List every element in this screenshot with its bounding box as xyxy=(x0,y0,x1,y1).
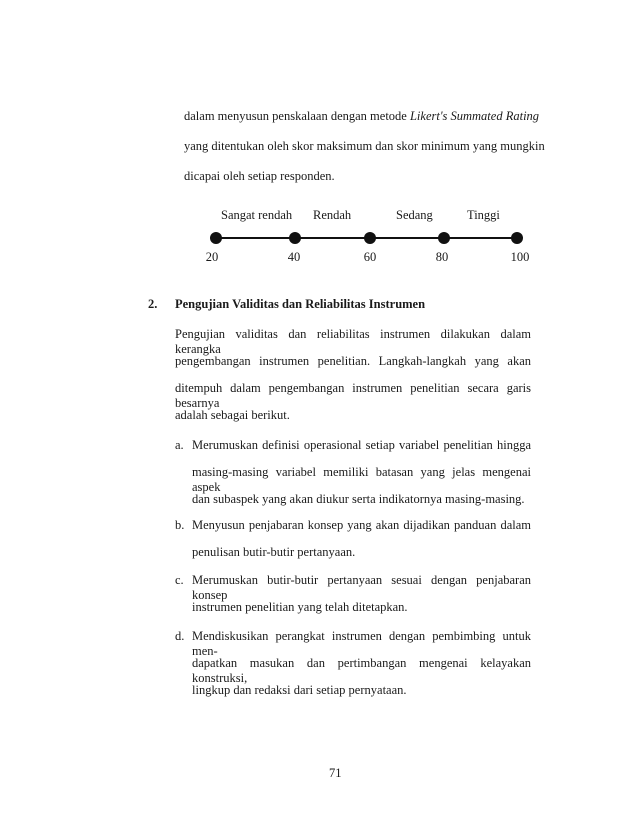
item-c-line-2: instrumen penelitian yang telah ditetapkan. xyxy=(192,600,408,614)
scale-point-60 xyxy=(364,232,376,244)
item-a-line-1: Merumuskan definisi operasional setiap variabel penelitian hingga xyxy=(192,438,531,452)
scale-number-60: 60 xyxy=(363,250,377,264)
item-a-marker: a. xyxy=(175,438,184,452)
scale-number-20: 20 xyxy=(205,250,219,264)
item-c-marker: c. xyxy=(175,573,184,587)
item-b-line-2: penulisan butir-butir pertanyaan. xyxy=(192,545,356,559)
section-title: Pengujian Validitas dan Reliabilitas Instrumen xyxy=(175,297,426,311)
item-d-line-1: Mendiskusikan perangkat instrumen dengan pembimbing untuk men- xyxy=(192,629,531,658)
scale-number-100: 100 xyxy=(510,250,530,264)
likert-term: Likert's Summated Rating xyxy=(409,109,540,123)
para-line-2: pengembangan instrumen penelitian. Langkah-langkah yang akan xyxy=(175,354,531,368)
item-d-line-2: dapatkan masukan dan pertimbangan mengenai kelayakan konstruksi, xyxy=(192,656,531,685)
item-d-line-3: lingkup dan redaksi dari setiap pernyataan. xyxy=(192,683,407,697)
section-number: 2. xyxy=(148,297,158,311)
intro-line-1-text: dalam menyusun penskalaan dengan metode xyxy=(184,109,410,123)
intro-line-2: yang ditentukan oleh skor maksimum dan skor minimum yang mungkin xyxy=(184,139,545,153)
item-a-line-2: masing-masing variabel memiliki batasan yang jelas mengenai aspek xyxy=(192,465,531,494)
scale-point-100 xyxy=(511,232,523,244)
scale-number-40: 40 xyxy=(287,250,301,264)
para-line-4: adalah sebagai berikut. xyxy=(175,408,290,422)
item-b-line-1: Menyusun penjabaran konsep yang akan dijadikan panduan dalam xyxy=(192,518,531,532)
intro-line-1 xyxy=(184,109,539,124)
scale-label-sedang: Sedang xyxy=(396,208,433,222)
page-number: 71 xyxy=(329,766,342,780)
item-d-marker: d. xyxy=(175,629,185,643)
intro-line-3: dicapai oleh setiap responden. xyxy=(184,169,335,183)
scale-label-sangat-rendah: Sangat rendah xyxy=(221,208,293,222)
item-c-line-1: Merumuskan butir-butir pertanyaan sesuai dengan penjabaran konsep xyxy=(192,573,531,602)
para-line-3: ditempuh dalam pengembangan instrumen penelitian secara garis besarnya xyxy=(175,381,531,410)
scale-point-20 xyxy=(210,232,222,244)
para-line-1: Pengujian validitas dan reliabilitas instrumen dilakukan dalam kerangka xyxy=(175,327,531,356)
scale-number-80: 80 xyxy=(435,250,449,264)
scale-point-40 xyxy=(289,232,301,244)
scale-label-tinggi: Tinggi xyxy=(467,208,500,222)
scale-point-80 xyxy=(438,232,450,244)
item-b-marker: b. xyxy=(175,518,185,532)
scale-label-rendah: Rendah xyxy=(313,208,352,222)
item-a-line-3: dan subaspek yang akan diukur serta indikatornya masing-masing. xyxy=(192,492,525,506)
